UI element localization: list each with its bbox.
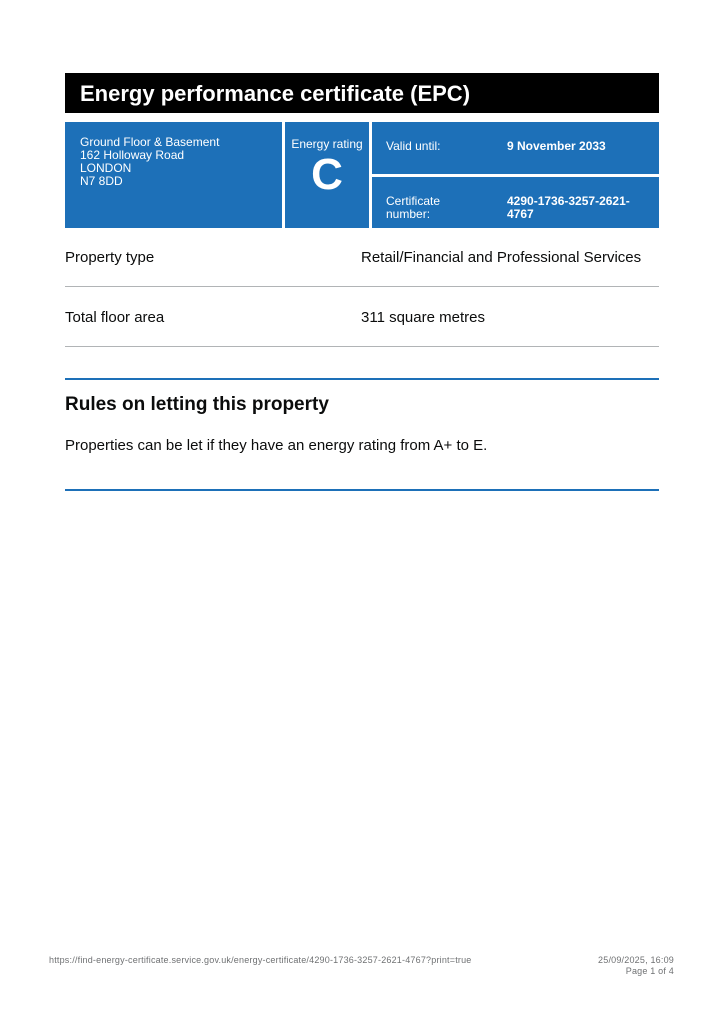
- footer-url: https://find-energy-certificate.service.gov.uk/energy-certificate/4290-1736-3257-2621-4767?print=true: [49, 955, 472, 965]
- certificate-number-block: [372, 177, 659, 228]
- energy-rating-block: [285, 122, 369, 228]
- section-divider-top: [65, 378, 659, 380]
- valid-until-block: [372, 122, 659, 174]
- address-line-3: LONDON: [80, 161, 132, 175]
- address-block: [65, 122, 282, 228]
- property-type-value: Retail/Financial and Professional Services: [361, 249, 642, 266]
- footer-page-number: Page 1 of 4: [625, 966, 674, 976]
- footer-datetime: 25/09/2025, 16:09: [598, 955, 674, 965]
- valid-until-value: 9 November 2033: [507, 139, 606, 153]
- rules-text: Properties can be let if they have an energy rating from A+ to E.: [65, 437, 488, 454]
- floor-area-label: Total floor area: [65, 309, 165, 326]
- footer-meta: [598, 955, 674, 977]
- page-title: Energy performance certificate (EPC): [65, 73, 659, 113]
- section-divider-bottom: [65, 489, 659, 491]
- divider: [65, 346, 659, 347]
- address-line-4: N7 8DD: [80, 174, 123, 188]
- certificate-number-value: 4290-1736-3257-2621-4767: [507, 194, 630, 221]
- divider: [65, 286, 659, 287]
- floor-area-value: 311 square metres: [361, 309, 485, 326]
- valid-until-label: Valid until:: [386, 139, 441, 153]
- rules-heading: Rules on letting this property: [65, 394, 329, 415]
- address-line-1: Ground Floor & Basement: [80, 135, 220, 149]
- energy-rating-value: C: [311, 150, 343, 199]
- address-line-2: 162 Holloway Road: [80, 148, 185, 162]
- property-type-label: Property type: [65, 249, 155, 266]
- certificate-number-label: Certificate number:: [386, 194, 441, 221]
- energy-rating-label: Energy rating: [291, 137, 363, 151]
